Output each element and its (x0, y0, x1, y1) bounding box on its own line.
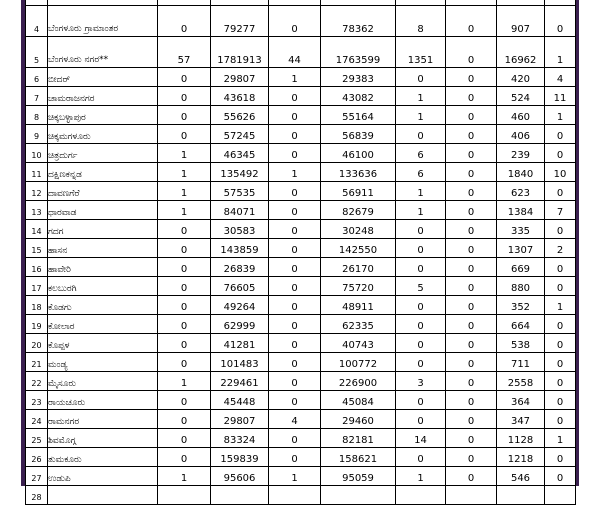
table-row (26, 391, 576, 410)
serial-number-cell: 7 (26, 87, 48, 106)
value-cell: 229461 (211, 372, 269, 391)
value-cell: 5 (396, 277, 446, 296)
value-cell: 3 (396, 372, 446, 391)
value-cell: 1 (158, 467, 211, 486)
value-cell: 0 (158, 448, 211, 467)
value-cell: 56911 (321, 182, 396, 201)
district-name-cell: ದಾವಣಗೆರೆ (48, 182, 158, 201)
table-row (26, 87, 576, 106)
district-name-cell: ಧಾರವಾಡ (48, 201, 158, 220)
table-row (26, 277, 576, 296)
value-cell: 0 (396, 258, 446, 277)
value-cell: 0 (545, 467, 576, 486)
serial-number-cell: 8 (26, 106, 48, 125)
table-row (26, 163, 576, 182)
value-cell: 0 (446, 391, 497, 410)
table-row (26, 68, 576, 87)
value-cell: 1 (158, 182, 211, 201)
value-cell: 0 (446, 334, 497, 353)
table-row (26, 106, 576, 125)
value-cell: 1 (396, 182, 446, 201)
value-cell: 1 (269, 68, 321, 87)
value-cell: 4 (545, 68, 576, 87)
table-row (26, 372, 576, 391)
value-cell: 0 (396, 125, 446, 144)
serial-number-cell: 23 (26, 391, 48, 410)
value-cell: 0 (269, 277, 321, 296)
value-cell: 0 (446, 37, 497, 68)
value-cell: 0 (396, 448, 446, 467)
value-cell: 0 (158, 220, 211, 239)
table-row (26, 201, 576, 220)
value-cell: 0 (158, 353, 211, 372)
district-name-cell: ಚಿಕ್ಕಬಳ್ಳಾಪುರ (48, 106, 158, 125)
value-cell: 55164 (321, 106, 396, 125)
table-row (26, 486, 576, 505)
value-cell: 57245 (211, 125, 269, 144)
value-cell: 49264 (211, 296, 269, 315)
value-cell: 0 (446, 6, 497, 37)
value-cell: 239 (497, 144, 545, 163)
value-cell: 0 (269, 315, 321, 334)
value-cell: 0 (269, 372, 321, 391)
value-cell: 143859 (211, 239, 269, 258)
serial-number-cell: 17 (26, 277, 48, 296)
value-cell: 16962 (497, 37, 545, 68)
value-cell: 406 (497, 125, 545, 144)
table-row (26, 410, 576, 429)
value-cell: 1351 (396, 37, 446, 68)
value-cell: 0 (396, 239, 446, 258)
district-name-cell: ಉಡುಪಿ (48, 467, 158, 486)
value-cell: 1781913 (211, 37, 269, 68)
value-cell: 40743 (321, 334, 396, 353)
district-report-table (25, 0, 576, 505)
value-cell: 0 (446, 106, 497, 125)
value-cell: 1 (545, 106, 576, 125)
value-cell: 0 (396, 68, 446, 87)
value-cell: 0 (269, 391, 321, 410)
value-cell (396, 486, 446, 505)
serial-number-cell: 5 (26, 37, 48, 68)
value-cell: 907 (497, 6, 545, 37)
value-cell (158, 486, 211, 505)
value-cell: 0 (446, 467, 497, 486)
value-cell: 101483 (211, 353, 269, 372)
value-cell: 84071 (211, 201, 269, 220)
district-name-cell: ಚಿತ್ರದುರ್ಗ (48, 144, 158, 163)
value-cell: 4 (269, 410, 321, 429)
value-cell: 0 (158, 258, 211, 277)
value-cell: 524 (497, 87, 545, 106)
value-cell: 0 (158, 391, 211, 410)
value-cell: 0 (446, 448, 497, 467)
serial-number-cell: 26 (26, 448, 48, 467)
district-name-cell: ಕೊಡಗು (48, 296, 158, 315)
value-cell: 0 (446, 68, 497, 87)
value-cell: 0 (446, 144, 497, 163)
value-cell: 1 (396, 467, 446, 486)
value-cell: 45084 (321, 391, 396, 410)
value-cell: 0 (446, 220, 497, 239)
value-cell: 0 (446, 239, 497, 258)
value-cell: 0 (545, 372, 576, 391)
value-cell: 1 (158, 372, 211, 391)
district-name-cell: ಕೊಪ್ಪಳ (48, 334, 158, 353)
value-cell: 0 (396, 315, 446, 334)
value-cell: 1763599 (321, 37, 396, 68)
value-cell: 14 (396, 429, 446, 448)
value-cell: 0 (158, 125, 211, 144)
value-cell: 1 (545, 296, 576, 315)
table-row (26, 467, 576, 486)
value-cell: 0 (269, 258, 321, 277)
district-name-cell: ಮಂಡ್ಯ (48, 353, 158, 372)
value-cell: 62999 (211, 315, 269, 334)
serial-number-cell: 10 (26, 144, 48, 163)
value-cell: 43618 (211, 87, 269, 106)
value-cell: 62335 (321, 315, 396, 334)
value-cell: 0 (545, 182, 576, 201)
district-name-cell: ಚಿಕ್ಕಮಗಳೂರು (48, 125, 158, 144)
value-cell: 1128 (497, 429, 545, 448)
value-cell: 460 (497, 106, 545, 125)
value-cell: 0 (269, 87, 321, 106)
value-cell: 669 (497, 258, 545, 277)
value-cell: 1 (158, 144, 211, 163)
value-cell: 0 (269, 353, 321, 372)
table-body (26, 0, 576, 505)
value-cell: 0 (269, 6, 321, 37)
district-name-cell: ಚಾಮರಾಜನಗರ (48, 87, 158, 106)
value-cell: 0 (269, 201, 321, 220)
value-cell: 0 (269, 448, 321, 467)
table-row (26, 448, 576, 467)
table-row (26, 315, 576, 334)
serial-number-cell: 15 (26, 239, 48, 258)
district-name-cell (48, 486, 158, 505)
value-cell: 0 (269, 144, 321, 163)
value-cell: 0 (446, 372, 497, 391)
value-cell: 1218 (497, 448, 545, 467)
value-cell: 0 (158, 334, 211, 353)
value-cell: 1 (269, 467, 321, 486)
value-cell: 55626 (211, 106, 269, 125)
value-cell: 0 (446, 429, 497, 448)
value-cell: 26839 (211, 258, 269, 277)
value-cell: 0 (396, 410, 446, 429)
value-cell: 0 (545, 410, 576, 429)
value-cell (446, 486, 497, 505)
value-cell: 0 (446, 353, 497, 372)
value-cell: 57 (158, 37, 211, 68)
value-cell: 352 (497, 296, 545, 315)
table-row (26, 258, 576, 277)
value-cell: 79277 (211, 6, 269, 37)
value-cell: 45448 (211, 391, 269, 410)
value-cell: 0 (158, 429, 211, 448)
value-cell: 44 (269, 37, 321, 68)
value-cell: 0 (269, 106, 321, 125)
value-cell: 133636 (321, 163, 396, 182)
value-cell: 0 (545, 315, 576, 334)
district-name-cell: ಹಾವೇರಿ (48, 258, 158, 277)
value-cell: 0 (158, 410, 211, 429)
value-cell (269, 486, 321, 505)
value-cell: 0 (158, 68, 211, 87)
table-row (26, 144, 576, 163)
value-cell: 1 (396, 201, 446, 220)
value-cell: 76605 (211, 277, 269, 296)
value-cell: 83324 (211, 429, 269, 448)
value-cell: 41281 (211, 334, 269, 353)
table-row (26, 6, 576, 37)
value-cell: 6 (396, 163, 446, 182)
serial-number-cell: 12 (26, 182, 48, 201)
value-cell: 364 (497, 391, 545, 410)
value-cell: 7 (545, 201, 576, 220)
district-name-cell: ತುಮಕೂರು (48, 448, 158, 467)
value-cell: 1 (396, 106, 446, 125)
value-cell: 0 (446, 410, 497, 429)
value-cell: 0 (545, 391, 576, 410)
value-cell: 0 (545, 277, 576, 296)
value-cell: 1 (158, 163, 211, 182)
value-cell: 48911 (321, 296, 396, 315)
value-cell: 82181 (321, 429, 396, 448)
value-cell: 29383 (321, 68, 396, 87)
serial-number-cell: 25 (26, 429, 48, 448)
value-cell: 57535 (211, 182, 269, 201)
value-cell: 0 (446, 315, 497, 334)
value-cell: 1 (396, 87, 446, 106)
value-cell: 1 (158, 201, 211, 220)
value-cell: 0 (446, 277, 497, 296)
value-cell: 29460 (321, 410, 396, 429)
value-cell: 0 (446, 182, 497, 201)
serial-number-cell: 24 (26, 410, 48, 429)
value-cell: 46345 (211, 144, 269, 163)
value-cell: 0 (269, 296, 321, 315)
serial-number-cell: 13 (26, 201, 48, 220)
serial-number-cell: 28 (26, 486, 48, 505)
district-name-cell: ಶಿವಮೊಗ್ಗ (48, 429, 158, 448)
value-cell: 159839 (211, 448, 269, 467)
value-cell: 0 (396, 220, 446, 239)
value-cell: 0 (269, 429, 321, 448)
district-name-cell: ಬೀದರ್ (48, 68, 158, 87)
value-cell: 0 (158, 277, 211, 296)
serial-number-cell: 9 (26, 125, 48, 144)
value-cell: 0 (269, 239, 321, 258)
value-cell: 142550 (321, 239, 396, 258)
value-cell: 880 (497, 277, 545, 296)
value-cell: 0 (446, 296, 497, 315)
district-name-cell: ರಾಯಚೂರು (48, 391, 158, 410)
value-cell: 0 (545, 334, 576, 353)
value-cell (211, 486, 269, 505)
table-row (26, 239, 576, 258)
value-cell: 30248 (321, 220, 396, 239)
district-name-cell: ಬೆಂಗಳೂರು ಗ್ರಾಮಾಂತರ (48, 6, 158, 37)
value-cell: 0 (446, 125, 497, 144)
value-cell: 56839 (321, 125, 396, 144)
value-cell: 0 (158, 315, 211, 334)
value-cell: 29807 (211, 68, 269, 87)
value-cell: 0 (269, 334, 321, 353)
value-cell: 0 (396, 334, 446, 353)
district-name-cell: ಹಾಸನ (48, 239, 158, 258)
value-cell: 29807 (211, 410, 269, 429)
serial-number-cell: 19 (26, 315, 48, 334)
district-name-cell: ಮೈಸೂರು (48, 372, 158, 391)
value-cell: 546 (497, 467, 545, 486)
value-cell: 0 (396, 391, 446, 410)
value-cell: 0 (158, 87, 211, 106)
value-cell: 0 (396, 296, 446, 315)
value-cell: 1840 (497, 163, 545, 182)
value-cell: 0 (158, 6, 211, 37)
value-cell: 0 (269, 182, 321, 201)
value-cell: 2558 (497, 372, 545, 391)
value-cell: 1307 (497, 239, 545, 258)
district-name-cell: ದಕ್ಷಿಣಕನ್ನಡ (48, 163, 158, 182)
value-cell: 75720 (321, 277, 396, 296)
table-row (26, 296, 576, 315)
value-cell: 1384 (497, 201, 545, 220)
value-cell: 0 (446, 258, 497, 277)
value-cell: 0 (158, 239, 211, 258)
value-cell: 420 (497, 68, 545, 87)
serial-number-cell: 16 (26, 258, 48, 277)
value-cell: 1 (545, 37, 576, 68)
value-cell: 95606 (211, 467, 269, 486)
table-row (26, 220, 576, 239)
serial-number-cell: 27 (26, 467, 48, 486)
value-cell: 226900 (321, 372, 396, 391)
table-row (26, 334, 576, 353)
district-name-cell: ಕೋಲಾರ (48, 315, 158, 334)
serial-number-cell: 6 (26, 68, 48, 87)
value-cell: 8 (396, 6, 446, 37)
value-cell: 711 (497, 353, 545, 372)
table-row (26, 429, 576, 448)
value-cell: 0 (158, 106, 211, 125)
district-name-cell: ಕಲಬುರಗಿ (48, 277, 158, 296)
value-cell: 10 (545, 163, 576, 182)
value-cell: 1 (545, 429, 576, 448)
value-cell: 0 (396, 353, 446, 372)
value-cell: 0 (269, 125, 321, 144)
serial-number-cell: 22 (26, 372, 48, 391)
value-cell: 0 (158, 296, 211, 315)
serial-number-cell: 11 (26, 163, 48, 182)
value-cell: 0 (446, 87, 497, 106)
value-cell: 0 (545, 144, 576, 163)
district-name-cell: ಬೆಂಗಳೂರು ನಗರ** (48, 37, 158, 68)
value-cell: 538 (497, 334, 545, 353)
value-cell: 0 (545, 258, 576, 277)
value-cell: 6 (396, 144, 446, 163)
value-cell: 43082 (321, 87, 396, 106)
serial-number-cell: 21 (26, 353, 48, 372)
value-cell: 0 (446, 163, 497, 182)
value-cell (545, 486, 576, 505)
value-cell: 46100 (321, 144, 396, 163)
value-cell: 623 (497, 182, 545, 201)
district-name-cell: ರಾಮನಗರ (48, 410, 158, 429)
value-cell (321, 486, 396, 505)
value-cell (497, 486, 545, 505)
table-row (26, 125, 576, 144)
value-cell: 664 (497, 315, 545, 334)
value-cell: 0 (545, 220, 576, 239)
serial-number-cell: 18 (26, 296, 48, 315)
value-cell: 95059 (321, 467, 396, 486)
table-row (26, 353, 576, 372)
value-cell: 0 (446, 201, 497, 220)
value-cell: 347 (497, 410, 545, 429)
value-cell: 82679 (321, 201, 396, 220)
value-cell: 78362 (321, 6, 396, 37)
value-cell: 335 (497, 220, 545, 239)
value-cell: 158621 (321, 448, 396, 467)
value-cell: 11 (545, 87, 576, 106)
serial-number-cell: 4 (26, 6, 48, 37)
value-cell: 0 (545, 125, 576, 144)
value-cell: 0 (269, 220, 321, 239)
value-cell: 26170 (321, 258, 396, 277)
serial-number-cell: 20 (26, 334, 48, 353)
value-cell: 135492 (211, 163, 269, 182)
table-row (26, 37, 576, 68)
value-cell: 2 (545, 239, 576, 258)
district-name-cell: ಗದಗ (48, 220, 158, 239)
value-cell: 0 (545, 6, 576, 37)
value-cell: 100772 (321, 353, 396, 372)
value-cell: 0 (545, 353, 576, 372)
value-cell: 1 (269, 163, 321, 182)
serial-number-cell: 14 (26, 220, 48, 239)
value-cell: 0 (545, 448, 576, 467)
table-row (26, 182, 576, 201)
value-cell: 30583 (211, 220, 269, 239)
